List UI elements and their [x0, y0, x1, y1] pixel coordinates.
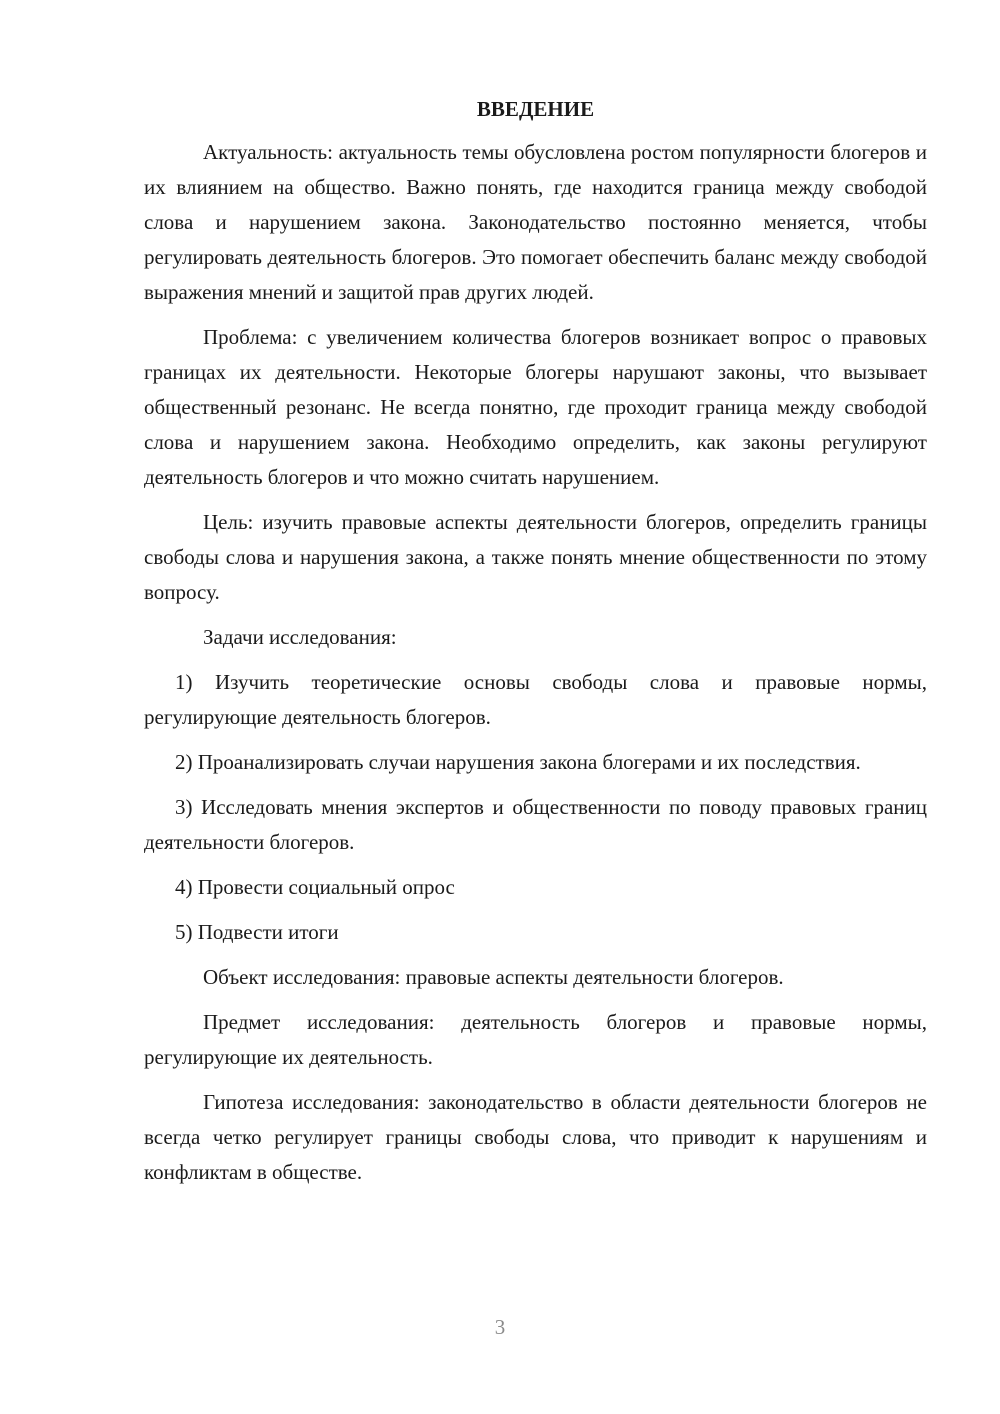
paragraph-problem: Проблема: с увеличением количества блогеров возникает вопрос о правовых границах их деятельности. Некоторые блогеры нарушают законы, что вызывает общественный резонанс. Не всегда понятно, где проходит граница между свободой слова и нарушением закона. Необходимо определить, как законы регулируют деятельность блогеров и что можно считать нарушением.	[144, 325, 927, 489]
document-page	[144, 92, 927, 1200]
paragraph-tasks-heading: Задачи исследования:	[203, 625, 397, 649]
paragraph-object: Объект исследования: правовые аспекты деятельности блогеров.	[203, 965, 784, 989]
task-item-2: 2) Проанализировать случаи нарушения закона блогерами и их последствия.	[175, 750, 861, 774]
task-item-3: 3) Исследовать мнения экспертов и общественности по поводу правовых границ деятельности блогеров.	[144, 795, 927, 854]
page-number: 3	[494, 1315, 506, 1339]
paragraph-relevance: Актуальность: актуальность темы обусловлена ростом популярности блогеров и их влиянием на общество. Важно понять, где находится граница между свободой слова и нарушением закона. Законодательство постоянно меняется, чтобы регулировать деятельность блогеров. Это помогает обеспечить баланс между свободой выражения мнений и защитой прав других людей.	[144, 140, 927, 304]
task-item-1: 1) Изучить теоретические основы свободы слова и правовые нормы, регулирующие деятельность блогеров.	[144, 670, 927, 729]
task-item-4: 4) Провести социальный опрос	[175, 875, 455, 899]
task-item-5: 5) Подвести итоги	[175, 920, 339, 944]
paragraph-goal: Цель: изучить правовые аспекты деятельности блогеров, определить границы свободы слова и нарушения закона, а также понять мнение общественности по этому вопросу.	[144, 510, 927, 604]
paragraph-subject: Предмет исследования: деятельность блогеров и правовые нормы, регулирующие их деятельность.	[144, 1010, 927, 1069]
document-title: ВВЕДЕНИЕ	[476, 97, 595, 121]
paragraph-hypothesis: Гипотеза исследования: законодательство в области деятельности блогеров не всегда четко регулирует границы свободы слова, что приводит к нарушениям и конфликтам в обществе.	[144, 1090, 927, 1184]
